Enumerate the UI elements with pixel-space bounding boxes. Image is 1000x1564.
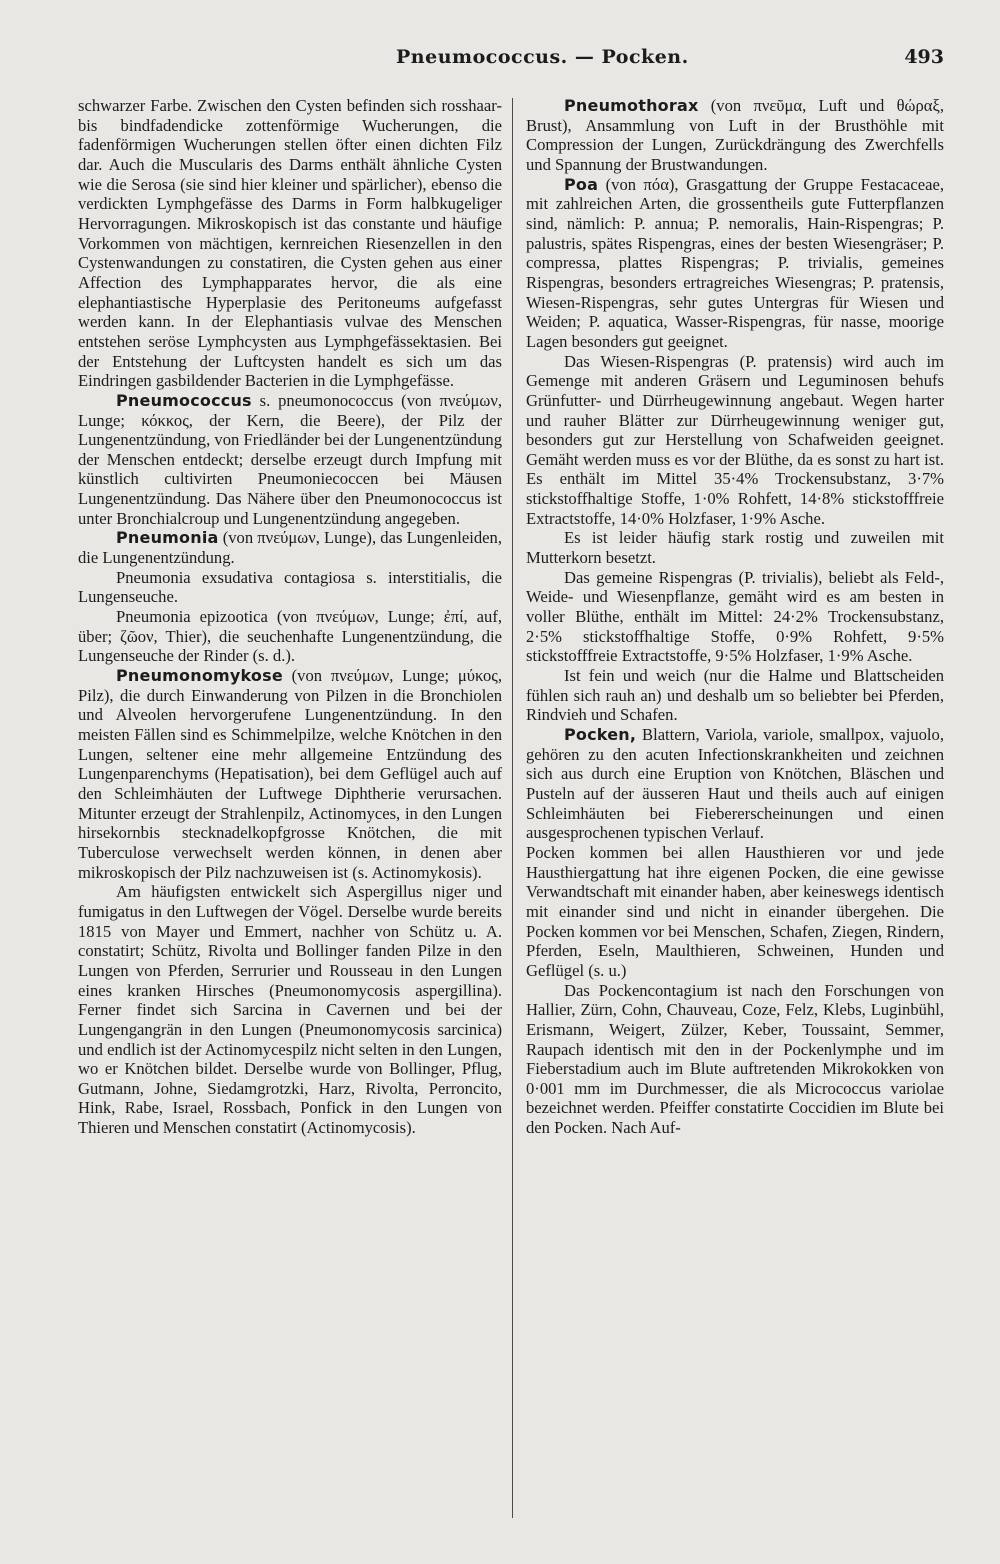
entry-paragraph — [78, 607, 502, 666]
entry-text: Blattern, Variola, variole, smallpox, vajuolo, gehören zu den acuten Infectionskrankheiten und zeichnen sich aus durch eine Eruption von Knötchen, Bläschen und Pusteln auf der äusseren Haut und theils auch auf einigen Schleimhäuten bei Fiebererscheinungen und einen ausgesprochenen typischen Verlauf. — [526, 725, 944, 843]
entry-paragraph — [526, 96, 944, 175]
entry-text: s. pneumonococcus (von πνεύμων, Lunge; κόκκος, der Kern, die Beere), der Pilz der Lungenentzündung, von Friedländer bei der Lungenentzündung der Menschen entdeckt; derselbe erzeugt durch Impfung mit künstlich cultivirten Pneumoniecoccen bei Mäusen Lungenentzündung. Das Nähere über den Pneumonococcus ist unter Bronchialcroup und Lungenentzündung angegeben. — [78, 390, 502, 528]
entry-text: Pneumonia exsudativa contagiosa s. interstitialis, die Lungenseuche. — [78, 567, 502, 607]
entry-paragraph — [78, 882, 502, 1138]
entry-text: Pocken kommen bei allen Hausthieren vor und jede Hausthiergattung hat ihre eigenen Pocken, die eine gewisse Verwandtschaft mit einander haben, aber keineswegs identisch mit einander sind und nicht in einander übergehen. Die Pocken kommen vor bei Menschen, Schafen, Ziegen, Rindern, Pferden, Eseln, Maulthieren, Schweinen, Hunden und Geflügel (s. u.) — [526, 842, 944, 980]
entry-keyword: Pneumothorax — [564, 96, 699, 115]
entry-text: Das gemeine Rispengras (P. trivialis), beliebt als Feld-, Weide- und Wiesenpflanze, gemäht wird es am besten in voller Blüthe, enthält im Mittel: 24·2% Trockensubstanz, 2·5% stickstoffhaltige Stoffe, 0·9% Rohfett, 9·5% stickstofffreie Extractstoffe, 9·5% Holzfaser, 1·9% Asche. — [526, 567, 944, 666]
column-divider — [512, 98, 513, 1518]
entry-keyword: Pneumonia — [116, 528, 219, 548]
entry-text: (von πνεύμων, Lunge), das Lungenleiden, die Lungenentzündung. — [78, 528, 502, 568]
right-column — [526, 96, 944, 1138]
entry-paragraph — [78, 666, 502, 882]
entry-text: Am häufigsten entwickelt sich Aspergillus niger und fumigatus in den Luftwegen der Vögel. Derselbe wurde bereits 1815 von Mayer und Emmert, nachher von Schütz u. A. constatirt; Schütz, Rivolta und Bollinger fanden Pilze in den Lungen von Pferden, Serrurier und Rousseau in den Lungen eines kranken Hirsches (Pneumonomycosis aspergillina). Ferner findet sich Sarcina in Cavernen und bei der Lungengangrän in den Lungen (Pneumonomycosis sarcinica) und endlich ist der Actinomycespilz nicht selten in den Lungen, wo er Knötchen bildet. Derselbe wurde von Bollinger, Pflug, Gutmann, Johne, Siedamgrotzki, Harz, Rivolta, Perroncito, Hink, Rabe, Israel, Rossbach, Ponfick in den Lungen von Thieren und Menschen constatirt (Actinomycosis). — [78, 882, 502, 1138]
entry-paragraph — [78, 528, 502, 567]
entry-text: Das Wiesen-Rispengras (P. pratensis) wird auch im Gemenge mit anderen Gräsern und Leguminosen behufs Grünfutter- und Dürrheugewinnung angebaut. Wegen harter und rauher Blätter zur Dürrheugewinnung weniger gut, besonders gut zur Herstellung von Schafweiden geeignet. Gemäht werden muss es vor der Blüthe, da es sonst zu hart ist. Es enthält im Mittel 35·4% Trockensubstanz, 3·7% stickstoffhaltige Stoffe, 1·0% Rohfett, 14·8% stickstofffreie Extractstoffe, 14·0% Holzfaser, 1·9% Asche. — [526, 351, 944, 528]
entry-paragraph — [526, 352, 944, 529]
entry-paragraph — [526, 666, 944, 725]
entry-paragraph — [78, 96, 502, 391]
left-column — [78, 96, 502, 1138]
entry-text: Ist fein und weich (nur die Halme und Blattscheiden fühlen sich rauh an) und deshalb um so beliebter bei Pferden, Rindvieh und Schafen. — [526, 666, 944, 725]
entry-paragraph — [526, 843, 944, 981]
entry-paragraph — [526, 528, 944, 567]
entry-paragraph — [526, 725, 944, 843]
entry-text: (von πόα), Grasgattung der Gruppe Festacaceae, mit zahlreichen Arten, die grossentheils gute Futterpflanzen sind, nämlich: P. annua; P. nemoralis, Hain-Rispengras; P. palustris, spätes Rispengras, eines der besten Wiesengräser; P. compressa, plattes Rispengras; P. trivialis, gemeines Rispengras, besonders ertragreiches Wiesengras; P. pratensis, Wiesen-Rispengras, sehr gutes Untergras für Wiesen und Weiden; P. aquatica, Wasser-Rispengras, für nasse, moorige Lagen besonders gut geeignet. — [526, 174, 944, 351]
entry-keyword: Pneumonomykose — [116, 666, 283, 686]
page-number: 493 — [904, 46, 944, 68]
entry-paragraph — [526, 175, 944, 352]
entry-text: Es ist leider häufig stark rostig und zuweilen mit Mutterkorn besetzt. — [526, 528, 944, 568]
entry-text: Das Pockencontagium ist nach den Forschungen von Hallier, Zürn, Cohn, Chauveau, Coze, Felz, Klebs, Luginbühl, Erismann, Weigert, Zülzer, Keber, Toussaint, Semmer, Raupach identisch mit den in der Pockenlymphe und im Fieberstadium auch im Blute auftretenden Mikrokokken von 0·001 mm im Durchmesser, die als Micrococcus variolae bezeichnet werden. Pfeiffer constatirte Coccidien im Blute bei den Pocken. Nach Auf- — [526, 980, 944, 1138]
entry-paragraph — [526, 981, 944, 1138]
entry-paragraph — [526, 568, 944, 666]
entry-text: (von πνεύμων, Lunge; μύκος, Pilz), die durch Einwanderung von Pilzen in die Bronchiolen und Alveolen hervorgerufene Lungenentzündung. In den meisten Fällen sind es Schimmelpilze, welche Knötchen in den Lungen, seltener eine mehr allgemeine Entzündung des Lungenparenchyms (Hepatisation), bei dem Geflügel auch auf den Schleimhäuten der Luftwege Diphtherie verursachen. Mitunter erzeugt der Strahlenpilz, Actinomyces, in den Lungen hirsekornbis stecknadelkopfgrosse Knötchen, die mit Tuberculose verwechselt werden können, in denen aber mikroskopisch der Pilz nachzuweisen ist (s. Actinomykosis). — [78, 666, 502, 882]
entry-keyword: Pneumococcus — [116, 390, 252, 410]
entry-paragraph — [78, 568, 502, 607]
entry-paragraph — [78, 391, 502, 529]
entry-keyword: Poa — [564, 174, 599, 194]
entry-text: Pneumonia epizootica (von πνεύμων, Lunge; ἐπί, auf, über; ζῶον, Thier), die seuchenhafte Lungenentzündung, die Lungenseuche der Rinder (s. d.). — [78, 607, 502, 666]
running-head — [0, 42, 1000, 78]
entry-keyword: Pocken, — [564, 725, 637, 744]
entry-text: schwarzer Farbe. Zwischen den Cysten befinden sich rosshaar- bis bindfadendicke zottenförmige Wucherungen, die fadenförmigen Wucherungen stellen öfter einen dichten Filz dar. Auch die Muscularis des Darms enthält ähnliche Cysten wie die Serosa (sie sind hier kleiner und spärlicher), ebenso die verdickten Lymphgefässe des Darms in Form halbkugeliger Hervorragungen. Mikroskopisch ist das constante und häufige Vorkommen von mächtigen, kernreichen Riesenzellen in den Cystenwandungen zu constatiren, die Cysten gehen aus einer Affection des Lymphapparates hervor, die als eine elephantiastische Hyperplasie des Peritoneums aufgefasst werden kann. In der Elephantiasis vulvae des Menschen entstehen seröse Lymphcysten aus Lymphgefässektasien. Bei der Entstehung der Luftcysten handelt es sich um das Eindringen gasbildender Bacterien in die Lymphgefässe. — [78, 96, 502, 391]
entry-text: (von πνεῦμα, Luft und θώραξ, Brust), Ansammlung von Luft in der Brusthöhle mit Compression der Lungen, Zurückdrängung des Zwerchfells und Spannung der Brustwandungen. — [526, 96, 944, 174]
running-title: Pneumococcus. — Pocken. — [396, 46, 689, 68]
